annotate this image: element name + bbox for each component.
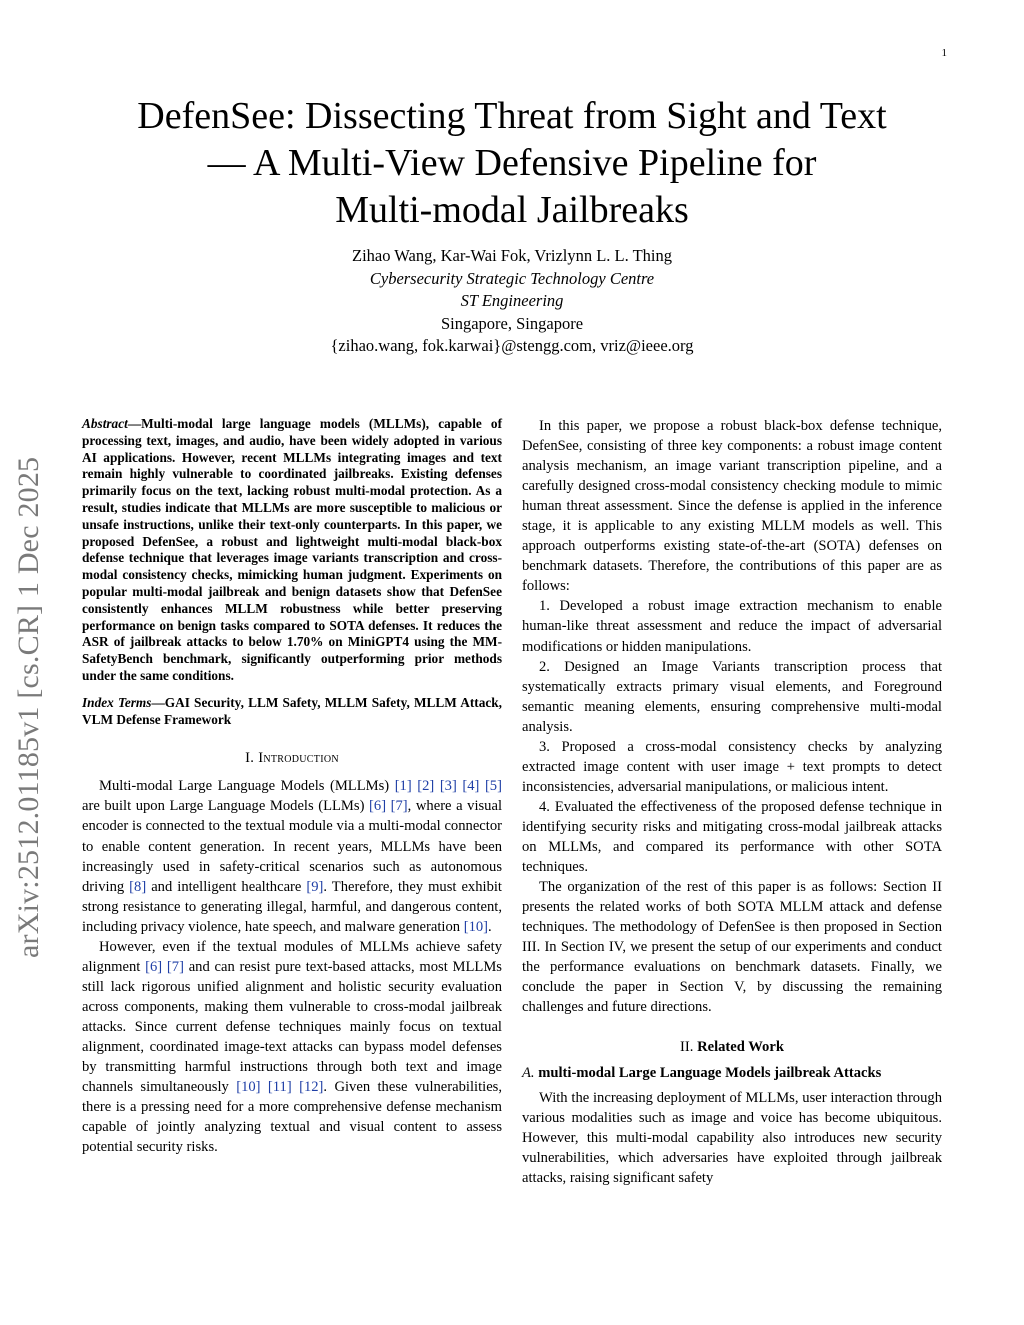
citation-link[interactable]: [1] — [394, 778, 412, 795]
subsection-title: multi-modal Large Language Models jailbreak Attacks — [538, 1065, 882, 1082]
text-run: . Therefore, they must exhibit strong resistance to generating illegal, harmful, and dangerous content, including privacy violence, hate speech, and malware generation — [82, 878, 502, 935]
contribution-item-4: 4. Evaluated the effectiveness of the proposed defense technique in identifying security risks and mitigating cross-modal jailbreak attacks on MLLMs, and compared its performance with other SOTA techniques. — [522, 798, 942, 876]
section-number: I. — [245, 750, 255, 767]
citation-link[interactable]: [8] — [129, 878, 147, 895]
citation-link[interactable]: [6] — [145, 958, 163, 975]
index-terms-label: Index Terms — [82, 694, 152, 710]
text-run: , where a visual encoder is connected to the textual module via a multi-modal connector to enable content generation. In recent years, MLLMs have been increasingly used in safety-critical scenarios such as autonomous driving — [82, 798, 503, 895]
text-run: are built upon Large Language Models (LLMs) — [82, 798, 365, 815]
author-emails: {zihao.wang, fok.karwai}@stengg.com, vriz@ieee.org — [330, 336, 694, 355]
intro-paragraph-1 — [82, 776, 502, 936]
citation-link[interactable]: [11] — [267, 1079, 292, 1096]
citation-link[interactable]: [7] — [166, 958, 184, 975]
contribution-item-1: 1. Developed a robust image extraction mechanism to enable human-like threat assessment and reduce the impact of adversarial modifications or hidden manipulations. — [522, 598, 942, 655]
citation-link[interactable]: [6] — [369, 798, 387, 815]
author-location: Singapore, Singapore — [440, 313, 584, 333]
section-heading-related-work — [522, 1037, 942, 1057]
paper-title — [62, 93, 962, 234]
citation-link[interactable]: [10] — [463, 918, 489, 935]
section-heading-introduction — [82, 748, 502, 768]
citation-link[interactable]: [9] — [306, 878, 324, 895]
author-organization: ST Engineering — [460, 291, 564, 310]
citation-link[interactable]: [10] — [236, 1079, 261, 1096]
citation-link[interactable]: [2] — [417, 778, 435, 795]
citation-link[interactable]: [3] — [439, 778, 457, 795]
intro-paragraph-3: In this paper, we propose a robust black-box defense technique, DefenSee, consisting of three key components: a robust image content analysis mechanism, an image variant transcription pipeline, and a carefully designed cross-modal consistency checking module to mimic human threat assessment. Since the defense is applied in the inference stage, it is applicable to any existing MLLM models as well. This approach outperforms existing state-of-the-art (SOTA) defenses on benchmark datasets. Therefore, the contributions of this paper are as follows: — [522, 418, 942, 595]
abstract — [82, 416, 502, 685]
text-run: and intelligent healthcare — [151, 878, 302, 895]
section-title: Introduction — [258, 750, 339, 767]
text-run: and can resist pure text-based attacks, most MLLMs still lack rigorous unified alignment and holistic security evaluation across components, making them vulnerable to cross-modal jailbreak attacks. Since current defense techniques mainly focus on textual alignment, coordinated image-text attacks can bypass model defenses by transmitting harmful instructions through both text and image channels simultaneously — [82, 958, 502, 1096]
abstract-text: —Multi-modal large language models (MLLMs), capable of processing text, images, and audio, have been widely adopted in various AI applications. However, recent MLLMs integrating images and text remain highly vulnerable to coordinated jailbreaks. Existing defenses primarily focus on the text, lacking robust multi-modal protection. As a result, studies indicate that MLLMs are more susceptible to malicious or unsafe instructions, unlike their text-only counterparts. In this paper, we proposed DefenSee, a robust and lightweight multi-modal black-box defense technique that leverages image variants transcription and cross-modal consistency checks, mimicking human judgment. Experiments on popular multi-modal jailbreak and benign datasets show that DefenSee consistently enhances MLLM robustness while better preserving performance on benign tasks compared to SOTA defenses. It reduces the ASR of jailbreak attacks to below 1.70% on MiniGPT4 using the MM-SafetyBench benchmark, significantly outperforming prior methods under the same conditions. — [82, 416, 502, 683]
contribution-item-3: 3. Proposed a cross-modal consistency checks by analyzing extracted image content with user image + text prompts to detect inconsistencies, adversarial manipulations, or malicious intent. — [522, 738, 942, 795]
text-run: Multi-modal Large Language Models (MLLMs) — [99, 778, 390, 795]
left-column — [82, 416, 502, 1157]
arxiv-stamp: arXiv:2512.01185v1 [cs.CR] 1 Dec 2025 — [12, 456, 45, 958]
citation-link[interactable]: [7] — [390, 798, 408, 815]
citation-link[interactable]: [5] — [484, 778, 502, 795]
citation-link[interactable]: [4] — [462, 778, 480, 795]
citation-link[interactable]: [12] — [299, 1079, 324, 1096]
related-work-paragraph-1: With the increasing deployment of MLLMs, user interaction through various modalities such as image and voice has become ubiquitous. However, this multi-modal capability also introduces new security vulnerabilities, which adversaries have exploited through jailbreak attacks, raising significant safety — [522, 1089, 942, 1186]
subsection-heading — [522, 1063, 942, 1083]
contribution-item-2: 2. Designed an Image Variants transcription process that systematically extracts primary visual elements, and Foreground semantic meaning elements, ensuring comprehensive multi-modal analysis. — [522, 658, 942, 735]
section-number: II. — [680, 1039, 694, 1056]
section-title: Related Work — [697, 1039, 784, 1056]
text-run: . Given these vulnerabilities, there is a pressing need for a more comprehensive defense mechanism capable of jointly analyzing textual and visual content to assess potential security risks. — [82, 1079, 502, 1156]
text-run: However, even if the textual modules of MLLMs achieve safety alignment — [82, 938, 502, 975]
text-run: . — [488, 918, 492, 935]
title-line-1: DefenSee: Dissecting Threat from Sight and Text — [137, 95, 887, 137]
intro-paragraph-2 — [82, 937, 502, 1158]
title-line-2: — A Multi-View Defensive Pipeline for — [207, 142, 817, 184]
organization-paragraph: The organization of the rest of this paper is as follows: Section II presents the related works of both SOTA MLLM attack and defense techniques. The methodology of DefenSee is then proposed in Section III. In Section IV, we present the setup of our experiments and conduct the performance evaluations on benchmark datasets. Finally, we conclude the paper in Section V, by discussing the remaining challenges and future directions. — [522, 879, 942, 1016]
page-number: 1 — [941, 47, 947, 59]
author-department: Cybersecurity Strategic Technology Centre — [369, 268, 655, 288]
author-block — [212, 245, 812, 358]
author-names: Zihao Wang, Kar-Wai Fok, Vrizlynn L. L. Thing — [351, 246, 672, 265]
title-line-3: Multi-modal Jailbreaks — [335, 189, 689, 231]
abstract-label: Abstract — [82, 416, 128, 431]
index-terms — [82, 695, 502, 729]
index-terms-text: —GAI Security, LLM Safety, MLLM Safety, MLLM Attack, VLM Defense Framework — [82, 694, 502, 727]
subsection-label: A. — [522, 1065, 535, 1082]
right-column — [522, 416, 942, 1188]
